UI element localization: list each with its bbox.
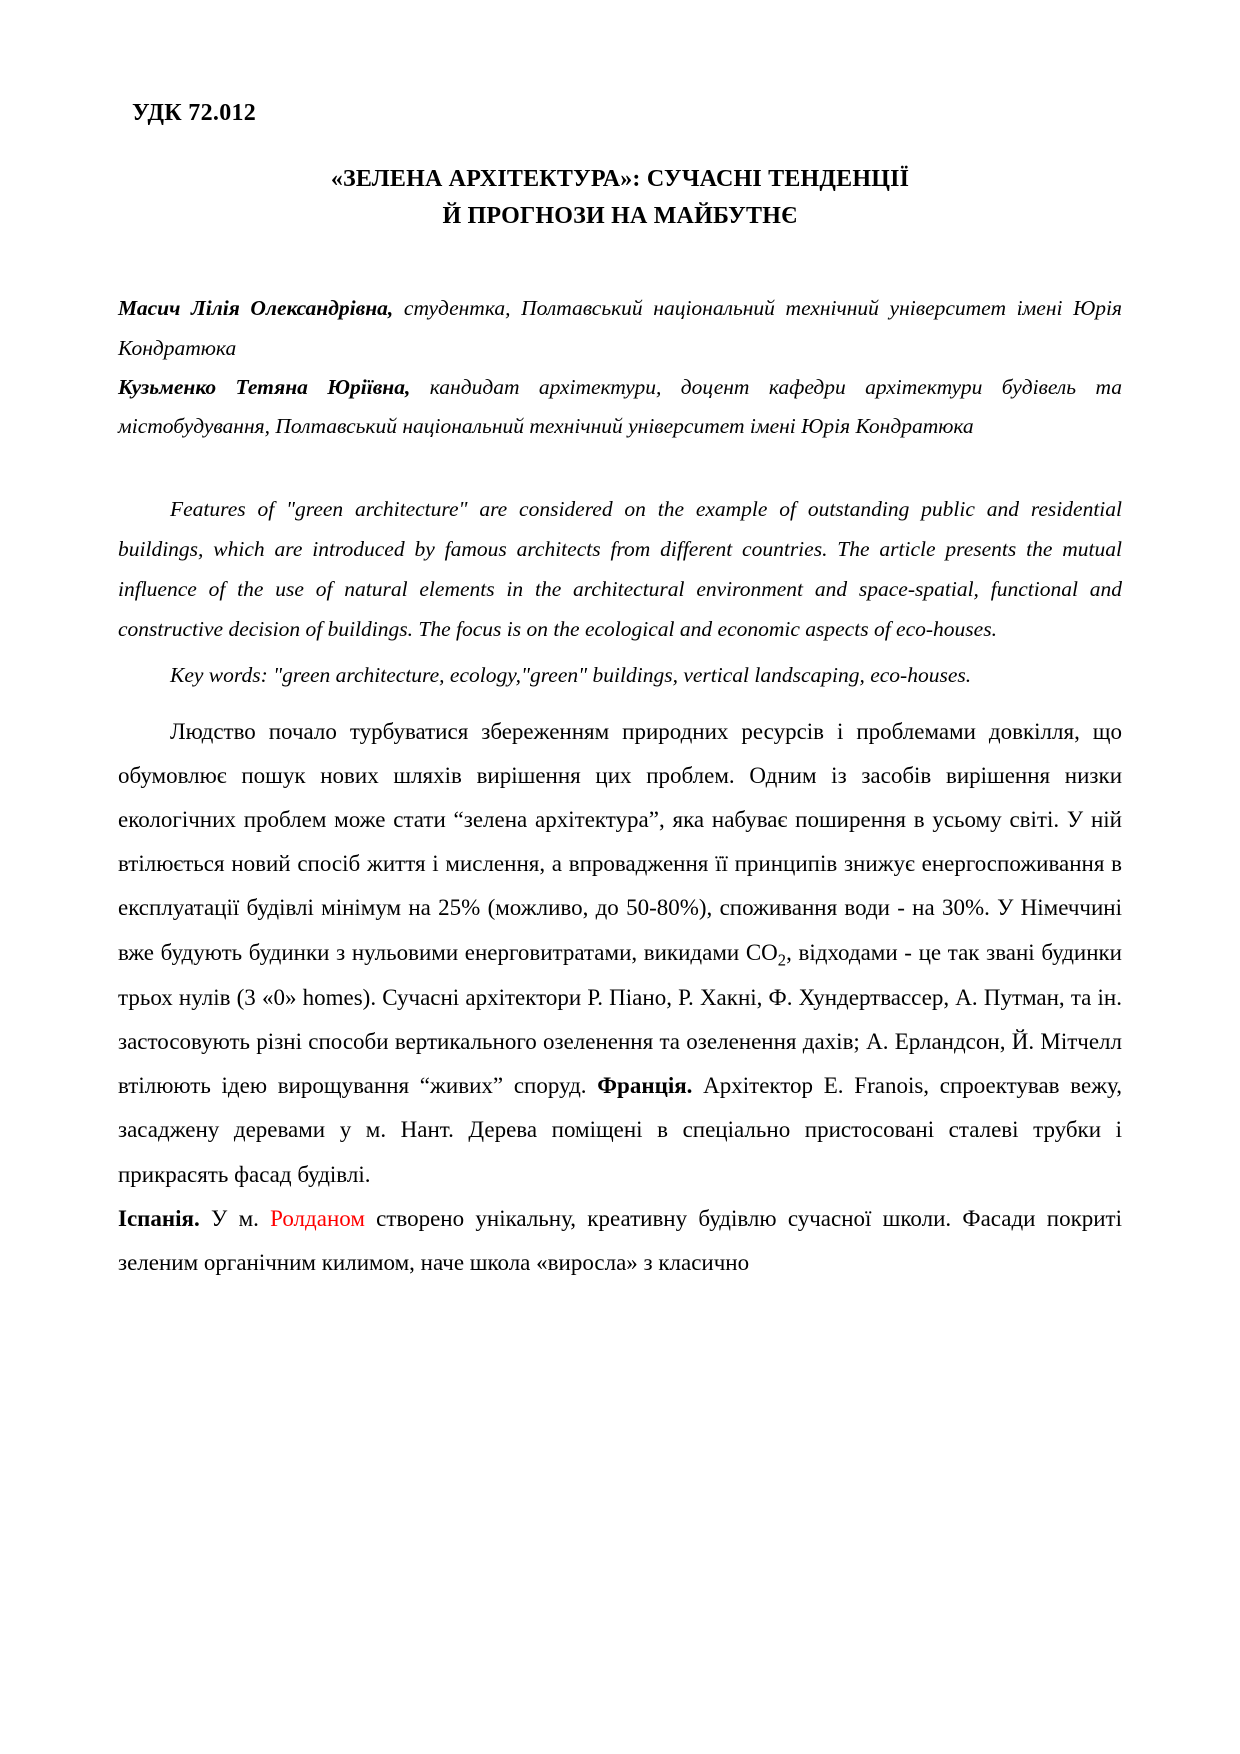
body-paragraph-2 (118, 1197, 1122, 1285)
title-line-2: Й ПРОГНОЗИ НА МАЙБУТНЄ (442, 203, 798, 230)
author-1-name: Масич Лілія Олександрівна, (118, 296, 394, 321)
body-text (118, 710, 1122, 1285)
highlighted-term: Ролданом (270, 1205, 365, 1231)
keywords-text: "green architecture, ecology,"green" buildings, vertical landscaping, eco-houses. (267, 662, 972, 687)
body-part-3: Архітектор E. Franois, спроектував вежу, засаджену деревами у м. Нант. Дерева поміщені в спеціально пристосовані сталеві трубки і прикрасять фасад будівлі. (118, 1073, 1123, 1187)
body-part-1: Людство почало турбуватися збереженням природних ресурсів і проблемами довкілля, що обумовлює пошук нових шляхів вирішення цих проблем. Одним із засобів вирішення низки екологічних проблем може стати “зелена архітектура”, яка набуває поширення в усьому світі. У ній втілюється новий спосіб життя і мислення, а впровадження її принципів знижує енергоспоживання в експлуатації будівлі мінімум на 25% (можливо, до 50-80%), споживання води - на 30%. У Німеччині вже будують будинки з нульовими енерговитратами, викидами CO (118, 718, 1122, 965)
body-part-2: , відходами - це так звані будинки трьох нулів (3 «0» homes). Сучасні архітектори Р. Піано, Р. Хакні, Ф. Хундертвассер, А. Путман, та ін. застосовують різні способи вертикального озеленення та озеленення дахів; А. Ерландсон, Й. Мітчелл втілюють ідею вирощування “живих” споруд. (118, 939, 1122, 1099)
author-1-affiliation: студентка, Полтавський національний технічний університет імені Юрія Кондратюка (118, 296, 1122, 360)
authors-block (118, 289, 1122, 446)
country-label-spain: Іспанія. (118, 1205, 200, 1231)
body-part-5: створено унікальну, креативну будівлю сучасної школи. Фасади покриті зеленим органічним килимом, наче школа «виросла» з класично (118, 1205, 1122, 1275)
abstract-text: Features of "green architecture" are considered on the example of outstanding public and residential buildings, which are introduced by famous architects from different countries. The article presents the mutual influence of the use of natural elements in the architectural environment and space-spatial, functional and constructive decision of buildings. The focus is on the ecological and economic aspects of eco-houses. (118, 496, 1122, 641)
title-line-1: «ЗЕЛЕНА АРХІТЕКТУРА»: СУЧАСНІ ТЕНДЕНЦІЇ (330, 166, 910, 192)
author-2-name: Кузьменко Тетяна Юріївна, (118, 374, 411, 399)
author-2-affiliation: кандидат архітектури, доцент кафедри архітектури будівель та містобудування, Полтавський національний технічний університет імені Юрія Кондратюка (118, 374, 1122, 438)
udk-code: УДК 72.012 (132, 100, 257, 126)
page-title (118, 161, 1122, 235)
body-part-4: У м. (199, 1205, 271, 1231)
keywords-label: Key words: (170, 662, 268, 687)
keywords-paragraph (118, 656, 1122, 696)
co2-subscript: 2 (777, 950, 787, 970)
abstract-paragraph (118, 490, 1122, 650)
body-paragraph-1 (118, 710, 1122, 1197)
country-label-france: Франція. (597, 1073, 693, 1099)
